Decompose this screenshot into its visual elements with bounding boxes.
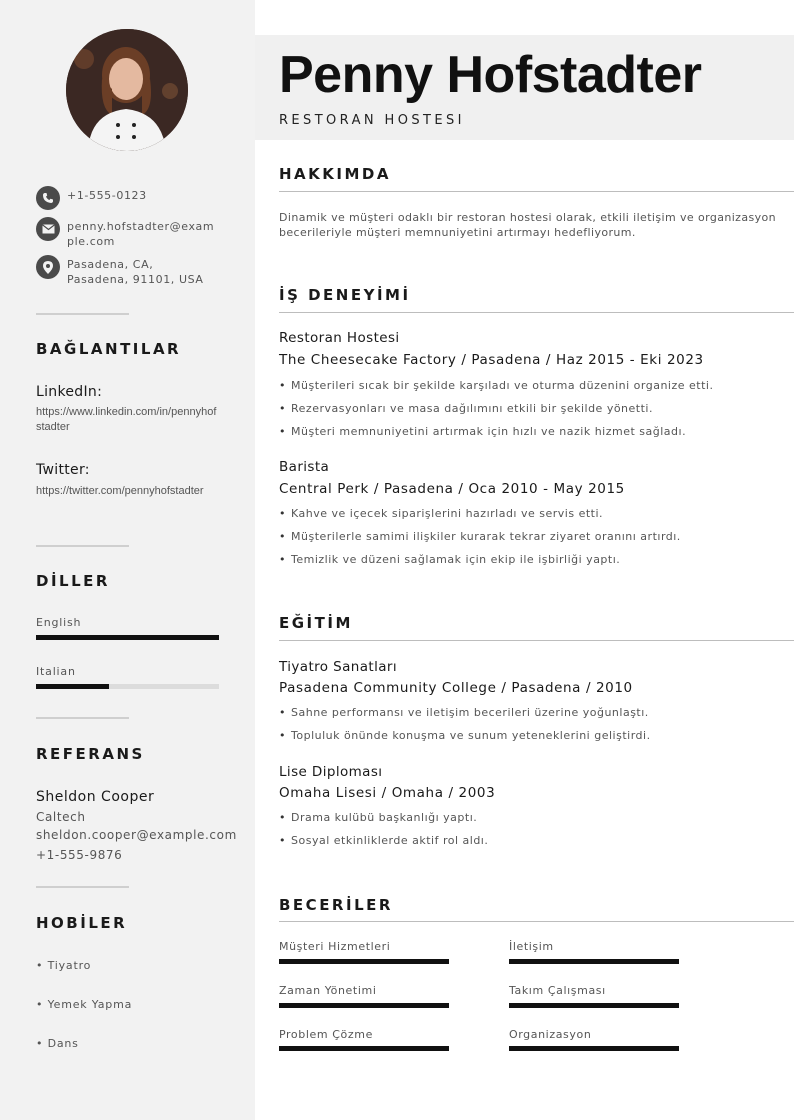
- job-title: Restoran Hostesi: [279, 330, 400, 346]
- education-title: Tiyatro Sanatları: [279, 659, 398, 675]
- bullet-text: Drama kulübü başkanlığı yaptı.: [291, 811, 478, 824]
- skill-name: Takım Çalışması: [509, 984, 606, 997]
- bullet-dot: •: [279, 706, 286, 719]
- skill-name: İletişim: [509, 940, 554, 953]
- section-rule: [279, 640, 794, 641]
- section-rule: [279, 312, 794, 313]
- skill-level-bar: [279, 959, 449, 964]
- bullet-dot: •: [279, 425, 286, 438]
- avatar: [66, 29, 188, 151]
- education-bullet: [279, 706, 649, 719]
- language-level-fill: [36, 684, 109, 689]
- hobbies-heading: HOBİLER: [36, 914, 128, 932]
- skill-level-bar: [509, 1003, 679, 1008]
- education-heading: EĞİTİM: [279, 614, 353, 632]
- bullet-text: Temizlik ve düzeni sağlamak için ekip ile işbirliği yaptı.: [291, 553, 621, 566]
- header-band: [255, 35, 794, 140]
- map-pin-icon: [36, 255, 60, 279]
- divider: [36, 886, 129, 888]
- reference-email[interactable]: sheldon.cooper@example.com: [36, 828, 237, 842]
- about-text: Dinamik ve müşteri odaklı bir restoran hostesi olarak, etkili iletişim ve organizasyon becerileriyle müşteri memnuniyetini artırmayı hedefliyorum.: [279, 211, 777, 239]
- skill-name: Problem Çözme: [279, 1028, 373, 1041]
- skills-heading: BECERİLER: [279, 896, 393, 914]
- bullet-text: Kahve ve içecek siparişlerini hazırladı ve servis etti.: [291, 507, 604, 520]
- divider: [36, 545, 129, 547]
- experience-heading: İŞ DENEYİMİ: [279, 286, 411, 304]
- linkedin-url[interactable]: https://www.linkedin.com/in/pennyhofstadter: [36, 406, 217, 433]
- contact-phone: [36, 186, 217, 210]
- bullet-text: Müşteri memnuniyetini artırmak için hızlı ve nazik hizmet sağladı.: [291, 425, 687, 438]
- address-text: Pasadena, CA, Pasadena, 91101, USA: [67, 258, 204, 286]
- bullet-dot: •: [279, 402, 286, 415]
- job-subtitle: Central Perk / Pasadena / Oca 2010 - May 2015: [279, 481, 625, 497]
- skill-name: Organizasyon: [509, 1028, 592, 1041]
- job-bullet: [279, 379, 713, 392]
- skill-level-bar: [509, 959, 679, 964]
- about-heading: HAKKIMDA: [279, 165, 391, 183]
- reference-company: Caltech: [36, 810, 86, 824]
- sidebar: [0, 0, 255, 1120]
- job-bullet: [279, 507, 603, 520]
- bullet-dot: •: [279, 530, 286, 543]
- skill-level-bar: [279, 1003, 449, 1008]
- skill-level-bar: [509, 1046, 679, 1051]
- person-role: RESTORAN HOSTESI: [279, 113, 465, 128]
- bullet-dot: •: [279, 507, 286, 520]
- bullet-dot: •: [279, 729, 286, 742]
- linkedin-label: LinkedIn:: [36, 384, 103, 400]
- phone-icon: [36, 186, 60, 210]
- divider: [36, 313, 129, 315]
- education-subtitle: Pasadena Community College / Pasadena / 2010: [279, 680, 633, 696]
- twitter-url[interactable]: https://twitter.com/pennyhofstadter: [36, 485, 204, 497]
- job-bullet: [279, 553, 620, 566]
- reference-name: Sheldon Cooper: [36, 789, 155, 805]
- bullet-text: Rezervasyonları ve masa dağılımını etkili bir şekilde yönetti.: [291, 402, 653, 415]
- skill-level-bar: [279, 1046, 449, 1051]
- language-level-bar: [36, 684, 219, 689]
- section-rule: [279, 921, 794, 922]
- language-level-bar: [36, 635, 219, 640]
- person-name: Penny Hofstadter: [279, 46, 702, 104]
- section-rule: [279, 191, 794, 192]
- bullet-dot: •: [279, 379, 286, 392]
- contact-email: [36, 217, 217, 249]
- envelope-icon: [36, 217, 60, 241]
- phone-text: +1-555-0123: [67, 189, 147, 202]
- job-bullet: [279, 530, 681, 543]
- hobby-item: • Dans: [36, 1037, 79, 1050]
- language-name: Italian: [36, 665, 76, 678]
- contact-address: [36, 255, 217, 287]
- education-subtitle: Omaha Lisesi / Omaha / 2003: [279, 785, 496, 801]
- language-level-fill: [36, 635, 219, 640]
- skill-name: Müşteri Hizmetleri: [279, 940, 391, 953]
- bullet-text: Sosyal etkinliklerde aktif rol aldı.: [291, 834, 489, 847]
- bullet-text: Topluluk önünde konuşma ve sunum yeteneklerini geliştirdi.: [291, 729, 651, 742]
- bullet-dot: •: [279, 553, 286, 566]
- bullet-dot: •: [279, 811, 286, 824]
- job-subtitle: The Cheesecake Factory / Pasadena / Haz 2015 - Eki 2023: [279, 352, 704, 368]
- skill-name: Zaman Yönetimi: [279, 984, 377, 997]
- bullet-text: Müşterilerle samimi ilişkiler kurarak tekrar ziyaret oranını artırdı.: [291, 530, 681, 543]
- links-heading: BAĞLANTILAR: [36, 340, 182, 358]
- bullet-dot: •: [279, 834, 286, 847]
- education-title: Lise Diploması: [279, 764, 383, 780]
- language-name: English: [36, 616, 82, 629]
- twitter-label: Twitter:: [36, 462, 90, 478]
- main-content: [255, 0, 794, 1120]
- education-bullet: [279, 729, 651, 742]
- education-bullet: [279, 834, 488, 847]
- education-bullet: [279, 811, 477, 824]
- hobby-item: • Yemek Yapma: [36, 998, 133, 1011]
- reference-phone: +1-555-9876: [36, 848, 123, 862]
- hobby-item: • Tiyatro: [36, 959, 92, 972]
- divider: [36, 717, 129, 719]
- languages-heading: DİLLER: [36, 572, 110, 590]
- job-bullet: [279, 402, 653, 415]
- job-title: Barista: [279, 459, 330, 475]
- references-heading: REFERANS: [36, 745, 145, 763]
- bullet-text: Müşterileri sıcak bir şekilde karşıladı ve oturma düzenini organize etti.: [291, 379, 714, 392]
- job-bullet: [279, 425, 686, 438]
- bullet-text: Sahne performansı ve iletişim becerileri üzerine yoğunlaştı.: [291, 706, 649, 719]
- email-text[interactable]: penny.hofstadter@example.com: [67, 220, 215, 248]
